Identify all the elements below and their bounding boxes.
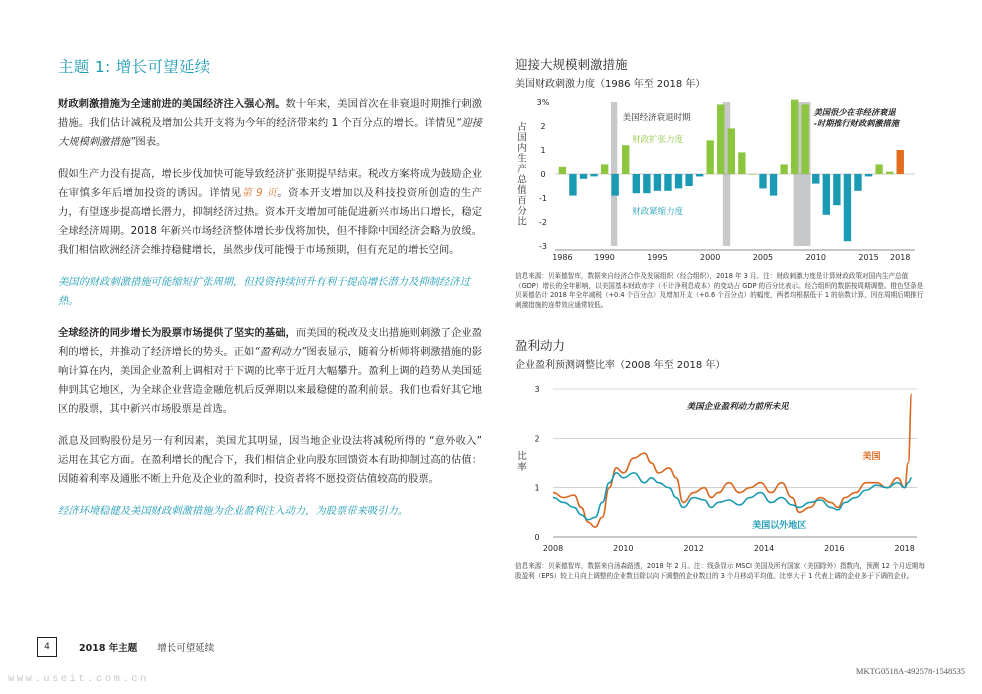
chart2-subtitle: 企业盈利预测调整比率（2008 年至 2018 年） xyxy=(515,360,726,372)
bar-2004 xyxy=(749,174,756,175)
y-tick-label: 0 xyxy=(534,533,540,543)
y-axis-label: 比 xyxy=(517,451,527,463)
recession-annotation: 美国经济衰退时期 xyxy=(622,113,691,123)
x-tick-label: 2015 xyxy=(858,253,879,262)
earnings-momentum-chart xyxy=(515,371,925,556)
x-tick-label: 2014 xyxy=(753,544,775,554)
bar-2003 xyxy=(738,152,745,174)
paragraph-2 xyxy=(58,165,482,260)
y-axis-label: 内 xyxy=(517,143,527,154)
chart2-source: 信息来源：贝莱德智库，数据来自汤森路透，2018 年 2 月。注：线条显示 MSCI 美国及所有国家（美国除外）指数内，预测 12 个月近期每股盈利（EPS）较上月向上调整的企业数目除以向下调整的企业数目的 3 个月移动平均值。比率大于 1 代表上调的企业多于下调的企业。 xyxy=(515,562,925,580)
x-tick-label: 2010 xyxy=(613,544,634,554)
bar-2001 xyxy=(717,104,724,174)
y-axis-label: 生 xyxy=(517,153,527,165)
x-tick-label: 2016 xyxy=(824,544,845,554)
x-tick-label: 1995 xyxy=(647,253,668,262)
bar-1996 xyxy=(664,174,671,191)
pull-quote-2: 经济环境稳健及美国财政刺激措施为企业盈利注入动力，为股票带来吸引力。 xyxy=(58,505,409,517)
chart1-title: 迎接大规模刺激措施 xyxy=(515,57,628,72)
chart-reference: “盈利动力” xyxy=(254,346,307,358)
us-label: 美国 xyxy=(862,452,881,463)
bar-2015 xyxy=(865,174,872,176)
paragraph-1-lead: 财政刺激措施为全速前进的美国经济注入强心剂。 xyxy=(58,98,286,110)
y-tick-label: 1 xyxy=(540,146,546,155)
y-axis-label: 占 xyxy=(517,122,527,133)
paragraph-4: 派息及回购股份是另一有利因素，美国尤其明显，因当地企业设法将减税所得的 “意外收入” 运用在其它方面。在盈利增长的配合下，我们相信企业向股东回馈资本有助抑制过高的估值：因随着利率及通胀不断上升危及企业的盈利时，投资者将不愿投资估值较高的股票。 xyxy=(58,435,482,485)
expand-annotation: 财政扩张力度 xyxy=(632,135,684,145)
y-axis-label: 值 xyxy=(517,185,527,196)
bar-2011 xyxy=(823,174,830,215)
paragraph-2-text: 假如生产力没有提高，增长步伐加快可能导致经济扩张期提早结束。税改方案将成为鼓励企业在审慎多年后增加投资的诱因。详情见 xyxy=(58,168,482,199)
watermark: www.useit.com.cn xyxy=(8,673,149,685)
report-name: 2018 年主题 xyxy=(79,643,138,654)
bar-2002 xyxy=(728,128,735,174)
y-tick-label: -1 xyxy=(539,194,547,203)
bar-1997 xyxy=(675,174,682,188)
page-number: 4 xyxy=(37,637,57,657)
us-line xyxy=(553,394,912,527)
y-tick-label: 3 xyxy=(534,385,540,395)
y-axis-label: 分 xyxy=(517,206,527,217)
bar-1994 xyxy=(643,174,650,193)
x-tick-label: 2008 xyxy=(542,544,564,554)
document-code: MKTG0518A-492578-1548535 xyxy=(855,666,965,676)
paragraph-3-end: 图表显示，随着分析师将刺激措施的影响计算在内，美国企业盈利上调相对于下调的比率于近月大幅攀升。盈利上调的趋势从美国延伸到其它地区，为全球企业营造金融危机后反弹期以来最稳健的盈利前景。我们也看好其它地区的股票，其中新兴市场股票是首选。 xyxy=(58,346,483,415)
y-tick-label: 2 xyxy=(540,122,546,131)
bar-2008 xyxy=(791,100,798,174)
footer-topic: 增长可望延续 xyxy=(157,643,215,654)
paragraph-3 xyxy=(58,324,482,419)
bar-1988 xyxy=(580,174,587,179)
pull-quote-1: 美国的财政刺激措施可能缩短扩张周期，但投资持续回升有利于提高增长潜力及抑制经济过热。 xyxy=(58,276,470,307)
bar-2000 xyxy=(706,140,713,174)
bar-2018 xyxy=(897,150,904,174)
x-tick-label: 2005 xyxy=(752,253,774,262)
bar-1999 xyxy=(696,174,703,176)
bar-1993 xyxy=(633,174,640,193)
article-column xyxy=(58,55,482,534)
y-axis-label: 率 xyxy=(517,462,527,474)
page-footer xyxy=(37,637,214,657)
nonrecession-annotation-line1: 美国很少在非经济衰退 xyxy=(813,107,896,117)
paragraph-1-text: 数十年来，美国首次在非衰退时期推行刺激措施。我们估计减税及增加公共开支将为今年的经济带来约 1 个百分点的增长。详情见 xyxy=(58,98,483,129)
y-tick-label: -2 xyxy=(539,218,547,227)
bar-1987 xyxy=(569,174,576,196)
bar-1990 xyxy=(601,164,608,174)
x-tick-label: 2010 xyxy=(805,253,826,262)
y-tick-label: 0 xyxy=(540,170,546,179)
ex-us-label: 美国以外地区 xyxy=(752,521,807,532)
x-tick-label: 2000 xyxy=(700,253,721,262)
bar-1992 xyxy=(622,145,629,174)
paragraph-1 xyxy=(58,95,482,152)
nonrecession-annotation-line2: -时期推行财政刺激措施 xyxy=(813,118,899,128)
paragraph-3-lead: 全球经济的同步增长为股票市场提供了坚实的基础， xyxy=(58,327,296,339)
bar-1989 xyxy=(590,174,597,176)
bar-1991 xyxy=(611,174,618,196)
bar-2012 xyxy=(833,174,840,205)
paragraph-1-end: 图表。 xyxy=(135,136,167,148)
chart-reference: “迎接大规模刺激措施” xyxy=(58,117,482,148)
bar-2009 xyxy=(802,104,809,174)
y-tick-label: -3 xyxy=(539,242,547,251)
x-tick-label: 1990 xyxy=(594,253,615,262)
chart1-source: 信息来源：贝莱德智库，数据来自经济合作及发展组织（经合组织），2018 年 3 月。注：财政刺激力度是计算财政政策对国内生产总值（GDP）增长的全年影响，以美国基本财政赤字（不计净利息成本）的变动占 GDP 的百分比表示。经合组织的数据按周期调整。橙色竖条是贝莱德估计 2018 年全年减税（+0.4 个百分点）及增加开支（+0.6 个百分点）的幅度，两者均根据低于 1 的倍数计算，因在周期后期推行刺激措施的连带效应通常较低。 xyxy=(515,272,924,309)
bar-2005 xyxy=(759,174,766,188)
x-tick-label: 1986 xyxy=(552,253,573,262)
section-title: 主题 1: 增长可望延续 xyxy=(58,58,211,76)
bar-2016 xyxy=(875,164,882,174)
y-tick-label: 3% xyxy=(536,98,550,107)
bar-2007 xyxy=(780,164,787,174)
x-tick-label: 2018 xyxy=(894,544,915,554)
bar-2017 xyxy=(886,172,893,174)
charts-column xyxy=(515,55,925,582)
x-tick-label: 2018 xyxy=(890,253,911,262)
paragraph-3-text: 而美国的税改及支出措施则刺激了企业盈利的增长，并推动了经济增长的势头。正如 xyxy=(58,327,483,358)
y-axis-label: 百 xyxy=(517,195,527,207)
chart1-subtitle: 美国财政刺激力度（1986 年至 2018 年） xyxy=(515,79,706,90)
y-tick-label: 1 xyxy=(534,484,540,494)
x-tick-label: 2012 xyxy=(683,544,704,554)
chart2-title: 盈利动力 xyxy=(515,338,566,354)
bar-1986 xyxy=(559,167,566,174)
y-axis-label: 国 xyxy=(517,132,527,144)
y-axis-label: 产 xyxy=(517,164,527,175)
y-axis-label: 总 xyxy=(517,174,527,186)
bar-2014 xyxy=(854,174,861,191)
bar-2013 xyxy=(844,174,851,241)
paragraph-2-end: 。资本开支增加以及科技投资所创造的生产力，有望逐步提高增长潜力，抑制经济过热。资本开支增加可能促进新兴市场出口增长，稳定全球经济周期。2018 年新兴市场经济整体增长步伐将加快，但不排除中国经济会略为放缓。我们相信欧洲经济会维持稳健增长，虽然步伐可能慢于市场预期，但有充足的增长空间。 xyxy=(58,187,482,256)
top-annotation: 美国企业盈利动力前所未见 xyxy=(686,402,789,413)
bar-2010 xyxy=(812,174,819,184)
page-link[interactable]: 第 9 页 xyxy=(241,187,278,199)
y-axis-label: 比 xyxy=(517,216,527,228)
y-tick-label: 2 xyxy=(534,434,540,444)
bar-1995 xyxy=(654,174,661,191)
bar-1998 xyxy=(685,174,692,186)
bar-2006 xyxy=(770,174,777,196)
contract-annotation: 财政紧缩力度 xyxy=(632,207,684,217)
fiscal-stimulus-chart xyxy=(515,90,925,265)
